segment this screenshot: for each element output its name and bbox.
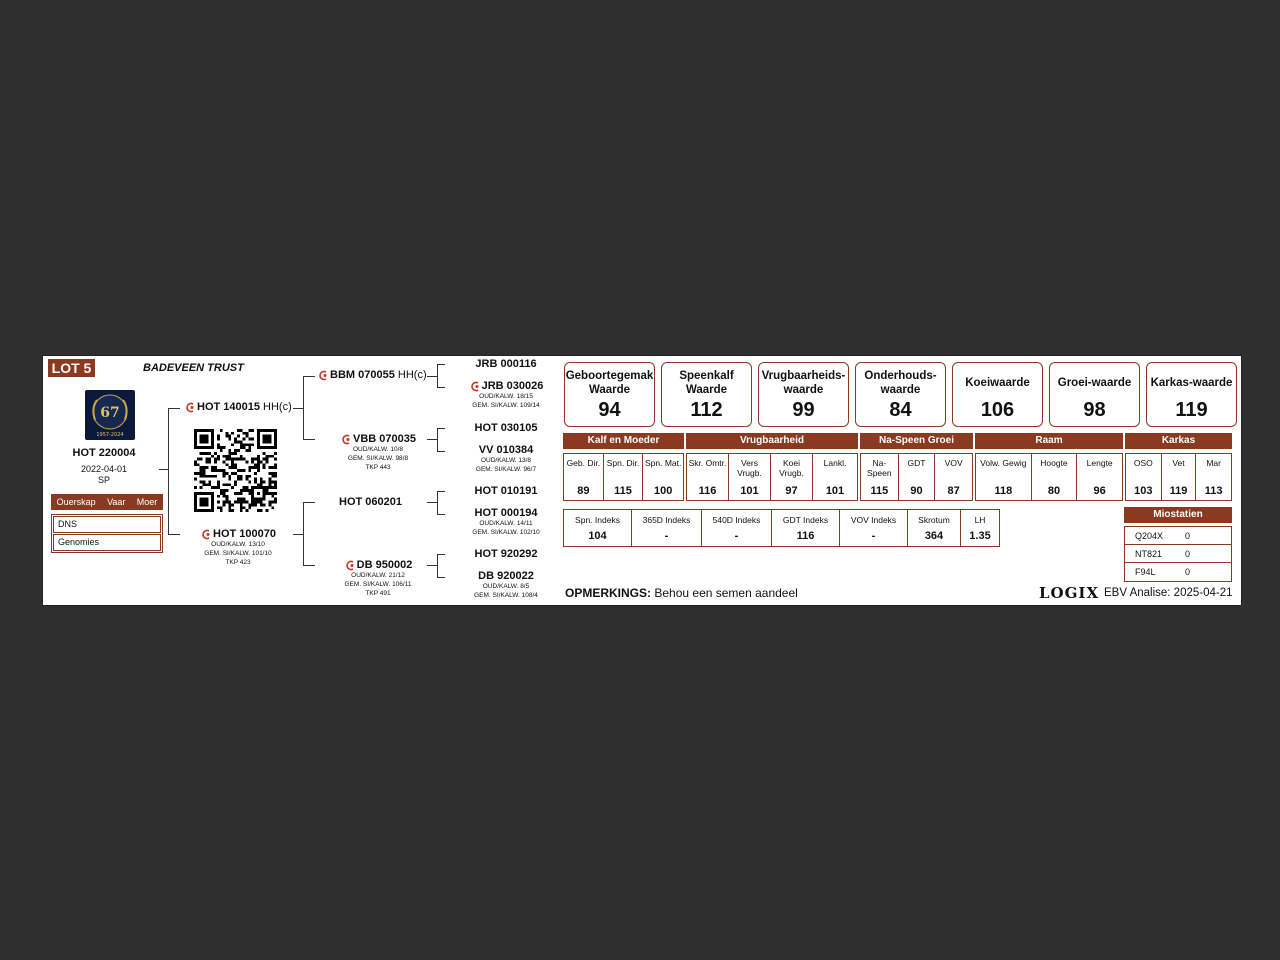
ebv-value-box [564, 362, 655, 427]
group-cells [686, 453, 858, 501]
tag-dns: DNS [53, 516, 161, 533]
ownership-label: Ouerskap [56, 497, 96, 507]
miostatien-title: Miostatien [1124, 507, 1232, 523]
lot-number: LOT 5 [48, 359, 95, 377]
ebv-value-box [1146, 362, 1237, 427]
ebv-value-number: 106 [980, 399, 1015, 421]
index-cell: Skrotum 364 [908, 510, 961, 546]
semen-icon [317, 370, 328, 381]
pedigree-sds: HOT 030105 [474, 422, 538, 434]
ownership-tags [51, 514, 163, 553]
ebv-cell: Vet 119 [1162, 454, 1197, 500]
semen-icon [340, 434, 351, 445]
lot-card [42, 355, 1242, 606]
ebv-cell: Lankl. 101 [823, 458, 847, 497]
svg-text:1957-2024: 1957-2024 [96, 432, 124, 438]
ebv-value-number: 84 [889, 399, 912, 421]
ebv-value-title: Geboortegemak Waarde [565, 370, 654, 396]
index-cell: 540D Indeks - [702, 510, 772, 546]
ebv-cell: VOV 87 [944, 458, 963, 497]
tag-genomies: Genomies [53, 534, 161, 551]
miostatien-row: F94L 0 [1135, 567, 1191, 577]
group-cells [975, 453, 1123, 501]
ebv-cell: Volw. Gewig 118 [976, 454, 1032, 500]
ebv-value-number: 98 [1083, 399, 1106, 421]
ownership-bar [51, 494, 163, 510]
group-header: Karkas [1125, 433, 1232, 449]
pedigree-dam-dam: DB 950002 OUD/KALW. 21/12 GEM. SI/KALW. 106/11 TKP 491 [344, 559, 413, 597]
ebv-cell: GDT 90 [899, 454, 936, 500]
ebv-value-box [661, 362, 752, 427]
ebv-value-number: 112 [690, 399, 723, 421]
group-cells [1125, 453, 1232, 501]
semen-icon [344, 560, 355, 571]
semen-icon [200, 529, 211, 540]
breeder-name: BADEVEEN TRUST [143, 362, 244, 374]
index-table [563, 509, 1000, 547]
group-cells [563, 453, 684, 501]
semen-icon [184, 402, 195, 413]
ebv-cell: Geb. Dir. 89 [564, 454, 604, 500]
ebv-cell: Na-Speen 115 [861, 454, 899, 500]
ebv-value-title: Onderhouds-waarde [864, 370, 937, 396]
group-header: Kalf en Moeder [563, 433, 684, 449]
ebv-cell: Mar 113 [1204, 458, 1223, 497]
pedigree-sss: JRB 000116 [475, 358, 537, 370]
miostatien-row: NT821 0 [1125, 545, 1231, 563]
ebv-analysis-date: EBV Analise: 2025-04-21 [1104, 587, 1233, 599]
pedigree-sire: HOT 140015 HH(c) [184, 401, 292, 413]
animal-id: HOT 220004 [72, 447, 136, 459]
ebv-cell: Skr. Omtr. 116 [687, 454, 729, 500]
animal-type: SP [97, 475, 110, 485]
ebv-value-title: Groei-waarde [1057, 377, 1132, 389]
ebv-value-box [952, 362, 1043, 427]
ebv-value-title: Vrugbaarheids-waarde [761, 370, 846, 396]
ebv-value-box [758, 362, 849, 427]
index-cell: Spn. Indeks 104 [564, 510, 632, 546]
ebv-cell: Spn. Mat. 100 [644, 458, 682, 497]
group-header: Na-Speen Groei [860, 433, 973, 449]
sire-label: Vaar [107, 497, 126, 507]
pedigree-sire-sire: BBM 070055 HH(c) [317, 369, 427, 381]
ebv-value-number: 99 [792, 399, 815, 421]
group-header: Vrugbaarheid [686, 433, 858, 449]
pedigree-sire-dam: VBB 070035 OUD/KALW. 10/8 GEM. SI/KALW. 98/8 TKP 443 [328, 433, 428, 472]
semen-icon [469, 381, 480, 392]
index-cell: GDT Indeks 116 [772, 510, 840, 546]
pedigree-dss: HOT 010191 [474, 485, 538, 497]
ebv-value-number: 94 [598, 399, 621, 421]
remarks: OPMERKINGS: Behou een semen aandeel [565, 586, 798, 600]
ebv-value-box [855, 362, 946, 427]
pedigree-ssd: JRB 030026 OUD/KALW. 18/15 GEM. SI/KALW. 109/14 [447, 380, 565, 410]
qr-code[interactable] [194, 429, 277, 512]
ebv-cell: Koei Vrugb. 97 [771, 454, 813, 500]
animal-birth-date: 2022-04-01 [80, 464, 128, 474]
pedigree-dsd: HOT 000194 OUD/KALW. 14/11 GEM. SI/KALW. 102/10 [472, 507, 540, 536]
ebv-cell: Hoogte 80 [1032, 454, 1078, 500]
ebv-value-box [1049, 362, 1140, 427]
ebv-cell: Vers Vrugb. 101 [729, 454, 771, 500]
pedigree-dds: HOT 920292 [474, 548, 538, 560]
ebv-value-title: Koeiwaarde [965, 377, 1030, 389]
ebv-value-title: Speenkalf Waarde [679, 370, 734, 396]
dam-label: Moer [136, 497, 158, 507]
logix-logo: LOGIX [1039, 584, 1100, 602]
index-cell: VOV Indeks - [840, 510, 908, 546]
ebv-value-title: Karkas-waarde [1150, 377, 1233, 389]
breeder-logo [85, 390, 135, 440]
group-header: Raam [975, 433, 1123, 449]
ebv-cell: Lengte 96 [1086, 458, 1113, 497]
pedigree-dam-sire: HOT 060201 [339, 496, 402, 508]
ebv-value-number: 119 [1175, 399, 1208, 421]
miostatien-row: Q204X 0 [1125, 527, 1231, 545]
group-cells [860, 453, 973, 501]
ebv-cell: OSO 103 [1126, 454, 1162, 500]
ebv-cell: Spn. Dir. 115 [604, 454, 644, 500]
index-cell: LH 1.35 [969, 515, 991, 542]
pedigree-ddd: DB 920022 OUD/KALW. 8/5 GEM. SI/KALW. 108/4 [474, 570, 538, 599]
pedigree-dam: HOT 100070 OUD/KALW. 13/10 GEM. SI/KALW. 101/10 TKP 423 [193, 528, 283, 567]
pedigree-sdd: VV 010384 OUD/KALW. 13/8 GEM. SI/KALW. 96/7 [475, 444, 537, 473]
index-cell: 365D Indeks - [632, 510, 702, 546]
miostatien-table [1124, 526, 1232, 582]
svg-text:67: 67 [100, 405, 120, 421]
